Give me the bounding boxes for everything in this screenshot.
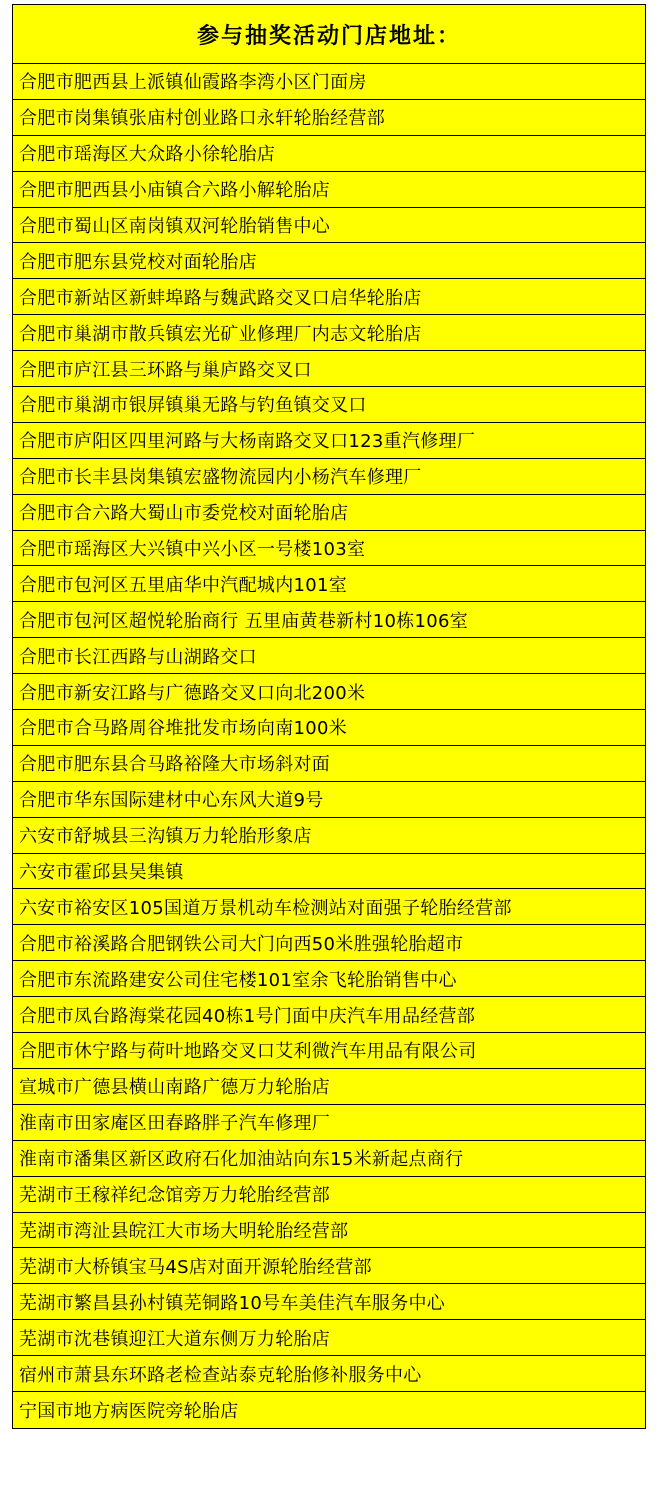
address-text: 合肥市蜀山区南岗镇双河轮胎销售中心 — [19, 216, 331, 237]
address-row — [13, 136, 645, 172]
address-text: 芜湖市大桥镇宝马4S店对面开源轮胎经营部 — [19, 1256, 372, 1278]
address-text: 合肥市休宁路与荷叶地路交叉口艾利微汽车用品有限公司 — [19, 1041, 477, 1063]
address-text: 合肥市庐阳区四里河路与大杨南路交叉口123重汽修理厂 — [19, 431, 476, 453]
address-text: 芜湖市湾沚县皖江大市场大明轮胎经营部 — [19, 1220, 349, 1242]
address-row — [13, 566, 645, 602]
address-text: 合肥市裕溪路合肥钢铁公司大门向西50米胜强轮胎超市 — [19, 933, 464, 955]
address-text: 合肥市东流路建安公司住宅楼101室余飞轮胎销售中心 — [19, 969, 457, 991]
address-row — [13, 889, 645, 925]
address-row — [13, 315, 645, 351]
address-row — [13, 387, 645, 423]
address-text: 合肥市瑶海区大兴镇中兴小区一号楼103室 — [19, 539, 366, 561]
address-text: 宿州市萧县东环路老检查站泰克轮胎修补服务中心 — [19, 1364, 422, 1386]
address-row — [13, 495, 645, 531]
address-text: 合肥市长丰县岗集镇宏盛物流园内小杨汽车修理厂 — [19, 467, 422, 489]
address-row — [13, 459, 645, 495]
address-row — [13, 638, 645, 674]
address-text: 合肥市合马路周谷堆批发市场向南100米 — [19, 718, 348, 740]
address-row — [13, 997, 645, 1033]
address-text: 淮南市潘集区新区政府石化加油站向东15米新起点商行 — [19, 1149, 464, 1171]
address-row — [13, 746, 645, 782]
address-row — [13, 172, 645, 208]
address-table — [12, 4, 646, 1429]
address-text: 合肥市肥东县合马路裕隆大市场斜对面 — [19, 754, 331, 776]
address-row — [13, 64, 645, 100]
title-row — [13, 5, 645, 64]
address-row — [13, 351, 645, 387]
address-text: 合肥市瑶海区大众路小徐轮胎店 — [19, 144, 276, 166]
address-text: 芜湖市繁昌县孙村镇芜铜路10号车美佳汽车服务中心 — [19, 1292, 446, 1314]
address-row — [13, 961, 645, 997]
address-text: 宁国市地方病医院旁轮胎店 — [19, 1400, 239, 1422]
address-row — [13, 782, 645, 818]
address-text: 合肥市长江西路与山湖路交口 — [19, 646, 257, 668]
address-text: 淮南市田家庵区田春路胖子汽车修理厂 — [19, 1113, 331, 1135]
address-row — [13, 602, 645, 638]
address-row — [13, 710, 645, 746]
address-row — [13, 208, 645, 244]
address-row — [13, 100, 645, 136]
address-text: 宣城市广德县横山南路广德万力轮胎店 — [19, 1077, 331, 1099]
address-row — [13, 1248, 645, 1284]
address-row — [13, 1105, 645, 1141]
address-row — [13, 1141, 645, 1177]
address-row — [13, 674, 645, 710]
address-row — [13, 1213, 645, 1249]
address-row — [13, 854, 645, 890]
address-row — [13, 1320, 645, 1356]
address-text: 合肥市庐江县三环路与巢庐路交叉口 — [19, 359, 312, 381]
address-row — [13, 243, 645, 279]
address-row — [13, 1356, 645, 1392]
address-row — [13, 531, 645, 567]
address-row — [13, 423, 645, 459]
address-text: 六安市舒城县三沟镇万力轮胎形象店 — [19, 826, 312, 848]
address-text: 合肥市新安江路与广德路交叉口向北200米 — [19, 682, 366, 704]
address-text: 合肥市华东国际建材中心东风大道9号 — [19, 790, 324, 812]
address-text: 合肥市包河区五里庙华中汽配城内101室 — [19, 574, 348, 596]
address-text: 六安市霍邱县吴集镇 — [19, 862, 184, 884]
address-text: 合肥市岗集镇张庙村创业路口永轩轮胎经营部 — [19, 108, 385, 130]
address-row — [13, 1392, 645, 1428]
address-row — [13, 279, 645, 315]
address-text: 合肥市新站区新蚌埠路与魏武路交叉口启华轮胎店 — [19, 287, 422, 309]
address-row — [13, 1284, 645, 1320]
address-text: 合肥市凤台路海棠花园40栋1号门面中庆汽车用品经营部 — [19, 1005, 476, 1027]
address-text: 合肥市包河区超悦轮胎商行 五里庙黄巷新村10栋106室 — [19, 610, 469, 632]
address-list — [13, 64, 645, 1428]
address-text: 合肥市肥东县党校对面轮胎店 — [19, 251, 257, 273]
address-text: 芜湖市王稼祥纪念馆旁万力轮胎经营部 — [19, 1185, 331, 1207]
address-text: 合肥市合六路大蜀山市委党校对面轮胎店 — [19, 503, 349, 525]
address-text: 六安市裕安区105国道万景机动车检测站对面强子轮胎经营部 — [19, 897, 512, 919]
address-row — [13, 1033, 645, 1069]
address-text: 芜湖市沈巷镇迎江大道东侧万力轮胎店 — [19, 1328, 331, 1350]
address-row — [13, 1177, 645, 1213]
address-row — [13, 1069, 645, 1105]
address-row — [13, 925, 645, 961]
page-title: 参与抽奖活动门店地址： — [196, 23, 461, 49]
address-text: 合肥市肥西县小庙镇合六路小解轮胎店 — [19, 180, 331, 202]
address-text: 合肥市巢湖市散兵镇宏光矿业修理厂内志文轮胎店 — [19, 323, 422, 345]
address-text: 合肥市肥西县上派镇仙霞路李湾小区门面房 — [19, 72, 367, 94]
address-text: 合肥市巢湖市银屏镇巢无路与钓鱼镇交叉口 — [19, 395, 367, 417]
address-row — [13, 818, 645, 854]
